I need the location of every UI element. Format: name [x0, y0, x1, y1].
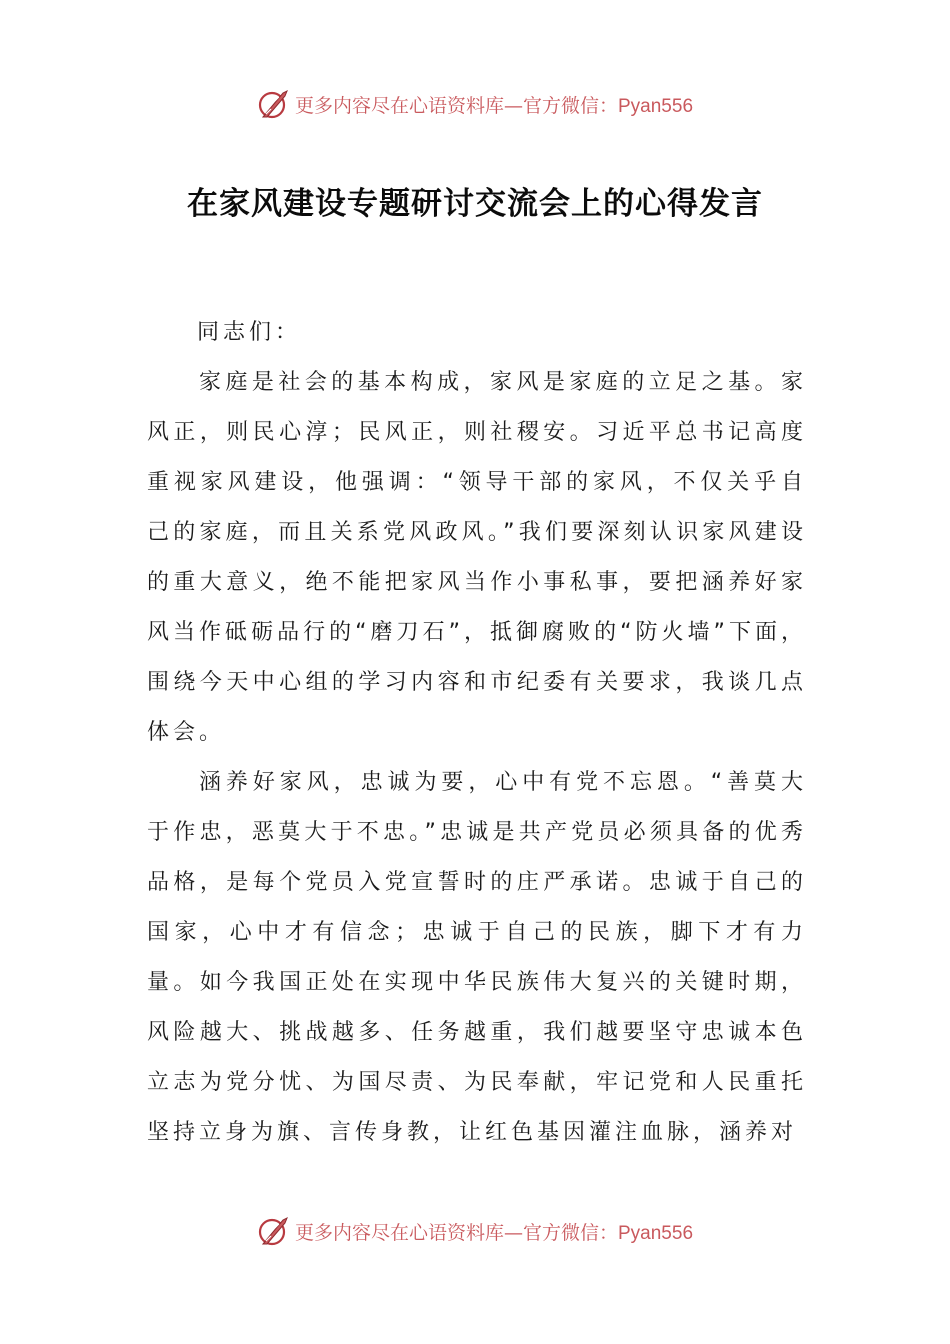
salutation: 同志们： — [197, 320, 302, 345]
quill-pen-logo-icon — [257, 1214, 291, 1248]
paragraph: 涵养好家风，忠诚为要，心中有党不忘恩。“善莫大于作忠，恶莫大于不忠。”忠诚是共产党员必须具备的优秀品格，是每个党员入党宣誓时的庄严承诺。忠诚于自己的国家，心中才有信念；忠诚于自己的民族，脚下才有力量。如今我国正处在实现中华民族伟大复兴的关键时期，风险越大、挑战越多、任务越重，我们越要坚守忠诚本色立志为党分忧、为国尽责、为民奉献，牢记党和人民重托坚持立身为旗、言传身教，让红色基因灌注血脉，涵养对 — [147, 770, 807, 1145]
watermark-text: 更多内容尽在心语资料库—官方微信：Pyan556 — [294, 94, 694, 117]
document-title: 在家风建设专题研讨交流会上的心得发言 — [187, 186, 763, 222]
quill-pen-logo-icon — [257, 87, 291, 121]
wechat-id: Pyan556 — [618, 1222, 694, 1244]
footer-watermark — [0, 1211, 950, 1251]
document-body — [147, 308, 807, 1158]
paragraph: 家庭是社会的基本构成，家风是家庭的立足之基。家风正，则民心淳；民风正，则社稷安。习近平总书记高度重视家风建设，他强调：“领导干部的家风，不仅关乎自己的家庭，而且关系党风政风。”我们要深刻认识家风建设的重大意义，绝不能把家风当作小事私事，要把涵养好家风当作砥砺品行的“磨刀石”，抵御腐败的“防火墙”下面，围绕今天中心组的学习内容和市纪委有关要求，我谈几点体会。 — [147, 370, 807, 745]
watermark-text: 更多内容尽在心语资料库—官方微信：Pyan556 — [294, 1221, 694, 1244]
wechat-id: Pyan556 — [618, 95, 694, 117]
header-watermark — [0, 84, 950, 124]
